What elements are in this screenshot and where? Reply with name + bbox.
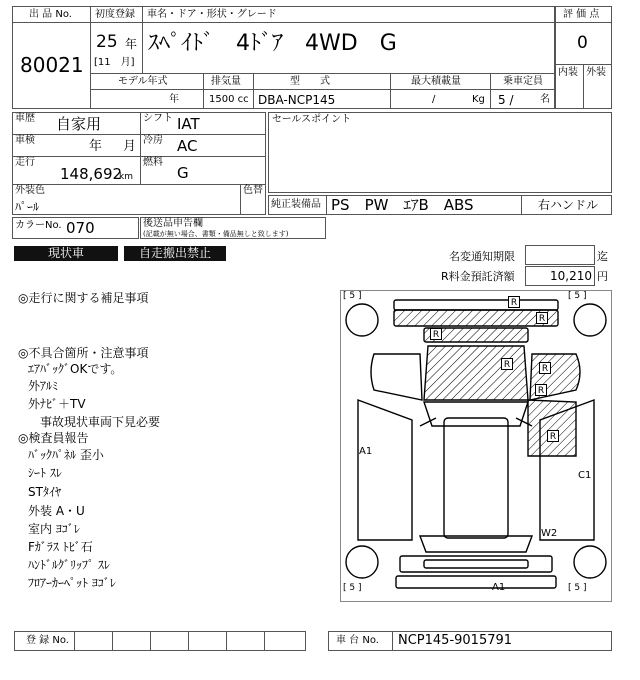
- shift-value: IAT: [177, 115, 200, 133]
- aftermarket-label: 後送品申告欄: [143, 218, 203, 229]
- color-no-value: 070: [66, 219, 95, 237]
- inspector-line: ﾊﾞｯｸﾊﾟﾈﾙ 歪小: [28, 448, 104, 462]
- recycle-value: 10,210: [550, 269, 592, 283]
- color-no-label: カラーNo.: [15, 220, 62, 231]
- name-change-label: 名変通知期限: [449, 250, 515, 263]
- tire-label-rr: [ 5 ]: [568, 583, 587, 593]
- damage-code-c1: C1: [578, 470, 592, 481]
- mileage-unit: km: [119, 172, 133, 182]
- ext-color-box: [12, 184, 266, 215]
- car-name: ｽﾍﾟｲﾄﾞ 4ﾄﾞｱ 4WD G: [148, 31, 397, 56]
- max-load-label: 最大積載量: [411, 76, 461, 87]
- displacement-value: 1500 cc: [209, 94, 249, 105]
- damage-marker-r: R: [539, 362, 551, 374]
- fuel-value: G: [177, 164, 189, 182]
- model-year-label: モデル年式: [118, 76, 168, 87]
- car-diagram: [340, 290, 612, 602]
- defects-heading: ◎不具合箇所・注意事項: [18, 346, 149, 360]
- damage-marker-r: R: [535, 384, 547, 396]
- inspector-line: ﾌﾛｱｰｶｰﾍﾟｯﾄ ﾖｺﾞﾚ: [28, 576, 116, 590]
- inspector-line: 外装 A・U: [28, 504, 85, 518]
- capacity-value: 5 /: [498, 93, 514, 107]
- score-label: 評 価 点: [563, 9, 600, 20]
- left-front-fender: [371, 354, 422, 400]
- chassis-label: 車 台 No.: [336, 635, 379, 646]
- inspector-heading: ◎検査員報告: [18, 431, 89, 445]
- shift-label: シフト: [143, 113, 173, 124]
- defect-line: ｴｱﾊﾞｯｸﾞOKです。: [28, 362, 123, 376]
- equipment-label: 純正装備品: [271, 199, 321, 210]
- first-reg-label: 初度登録: [95, 9, 135, 20]
- first-reg-month: [11 月]: [94, 57, 135, 68]
- damage-code-w2: W2: [541, 528, 558, 539]
- current-car-button[interactable]: 現状車: [14, 246, 118, 261]
- damage-marker-r: R: [508, 296, 520, 308]
- tire-label-rl: [ 5 ]: [343, 583, 362, 593]
- type-value: DBA-NCP145: [258, 93, 336, 107]
- defect-line: 事故現状車両下見必要: [28, 415, 161, 429]
- max-load-slash: /: [432, 94, 436, 105]
- car-name-label: 車名・ドア・形状・グレード: [147, 9, 277, 20]
- capacity-label: 乗車定員: [503, 76, 543, 87]
- name-change-unit: 迄: [597, 250, 608, 263]
- first-reg-year: 25: [96, 32, 118, 52]
- damage-marker-r: R: [547, 430, 559, 442]
- tire-front-right: [574, 304, 606, 336]
- chassis-value: NCP145-9015791: [398, 633, 513, 648]
- reg-no-label: 登 録 No.: [26, 635, 69, 646]
- inspector-line: Fｶﾞﾗｽ ﾄﾋﾞ石: [28, 540, 93, 554]
- tire-rear-left: [346, 546, 378, 578]
- aftermarket-note: (記載が無い場合、書類・備品無しと致します): [143, 230, 289, 238]
- inspection-month: 月: [123, 139, 137, 154]
- score-value: 0: [577, 33, 588, 53]
- left-side: [358, 400, 412, 540]
- steering-value: 右ハンドル: [538, 198, 599, 212]
- repaint-label: 色替: [243, 185, 263, 196]
- ac-value: AC: [177, 137, 198, 155]
- damage-code-a1-left: A1: [359, 446, 373, 457]
- tire-rear-right: [574, 546, 606, 578]
- defect-line: 外ｱﾙﾐ: [28, 379, 59, 393]
- damage-marker-r: R: [430, 328, 442, 340]
- front-bumper: [394, 310, 558, 326]
- fuel-label: 燃料: [143, 157, 163, 168]
- type-label: 型 式: [290, 76, 330, 87]
- inspector-line: STﾀｲﾔ: [28, 485, 61, 499]
- damage-marker-r: R: [501, 358, 513, 370]
- hood: [424, 346, 528, 400]
- ac-label: 冷房: [143, 135, 163, 146]
- exterior-label: 外装: [586, 67, 606, 78]
- inspector-line: 室内 ﾖｺﾞﾚ: [28, 522, 80, 536]
- inspection-year: 年: [89, 139, 103, 154]
- damage-code-a1-bottom: A1: [492, 582, 506, 593]
- equipment-value: PS PW ｴｱB ABS: [331, 196, 474, 214]
- first-reg-year-unit: 年: [125, 37, 138, 51]
- interior-label: 内装: [558, 67, 578, 78]
- roof: [444, 418, 508, 538]
- model-year-unit: 年: [169, 94, 179, 105]
- inspector-line: ﾊﾝﾄﾞﾙｸﾞﾘｯﾌﾟ ｽﾚ: [28, 558, 110, 572]
- driving-heading: ◎走行に関する補足事項: [18, 291, 149, 305]
- max-load-unit: Kg: [472, 94, 485, 105]
- ext-color-label: 外装色: [15, 185, 45, 196]
- defect-line: 外ﾅﾋﾞ＋TV: [28, 397, 86, 411]
- inspector-line: ｼｰﾄ ｽﾚ: [28, 466, 62, 480]
- history-label: 車歴: [15, 113, 35, 124]
- inspection-label: 車検: [15, 135, 35, 146]
- recycle-unit: 円: [597, 270, 608, 283]
- lot-number: 80021: [20, 53, 84, 77]
- mileage-value: 148,692: [60, 165, 123, 183]
- damage-marker-r: R: [536, 312, 548, 324]
- ext-color-value: ﾊﾟｰﾙ: [15, 200, 40, 214]
- no-self-drive-button[interactable]: 自走搬出禁止: [124, 246, 226, 261]
- history-value: 自家用: [56, 115, 102, 133]
- lot-label: 出 品 No.: [29, 9, 72, 20]
- tire-front-left: [346, 304, 378, 336]
- sales-points-label: セールスポイント: [272, 114, 352, 125]
- details-left: [12, 112, 266, 185]
- tire-label-fr: [ 5 ]: [568, 291, 587, 301]
- capacity-unit: 名: [540, 94, 550, 105]
- mileage-label: 走行: [15, 157, 35, 168]
- displacement-label: 排気量: [211, 76, 241, 87]
- name-change-field: [525, 245, 595, 265]
- recycle-label: R料金預託済額: [441, 270, 515, 283]
- tire-label-fl: [ 5 ]: [343, 291, 362, 301]
